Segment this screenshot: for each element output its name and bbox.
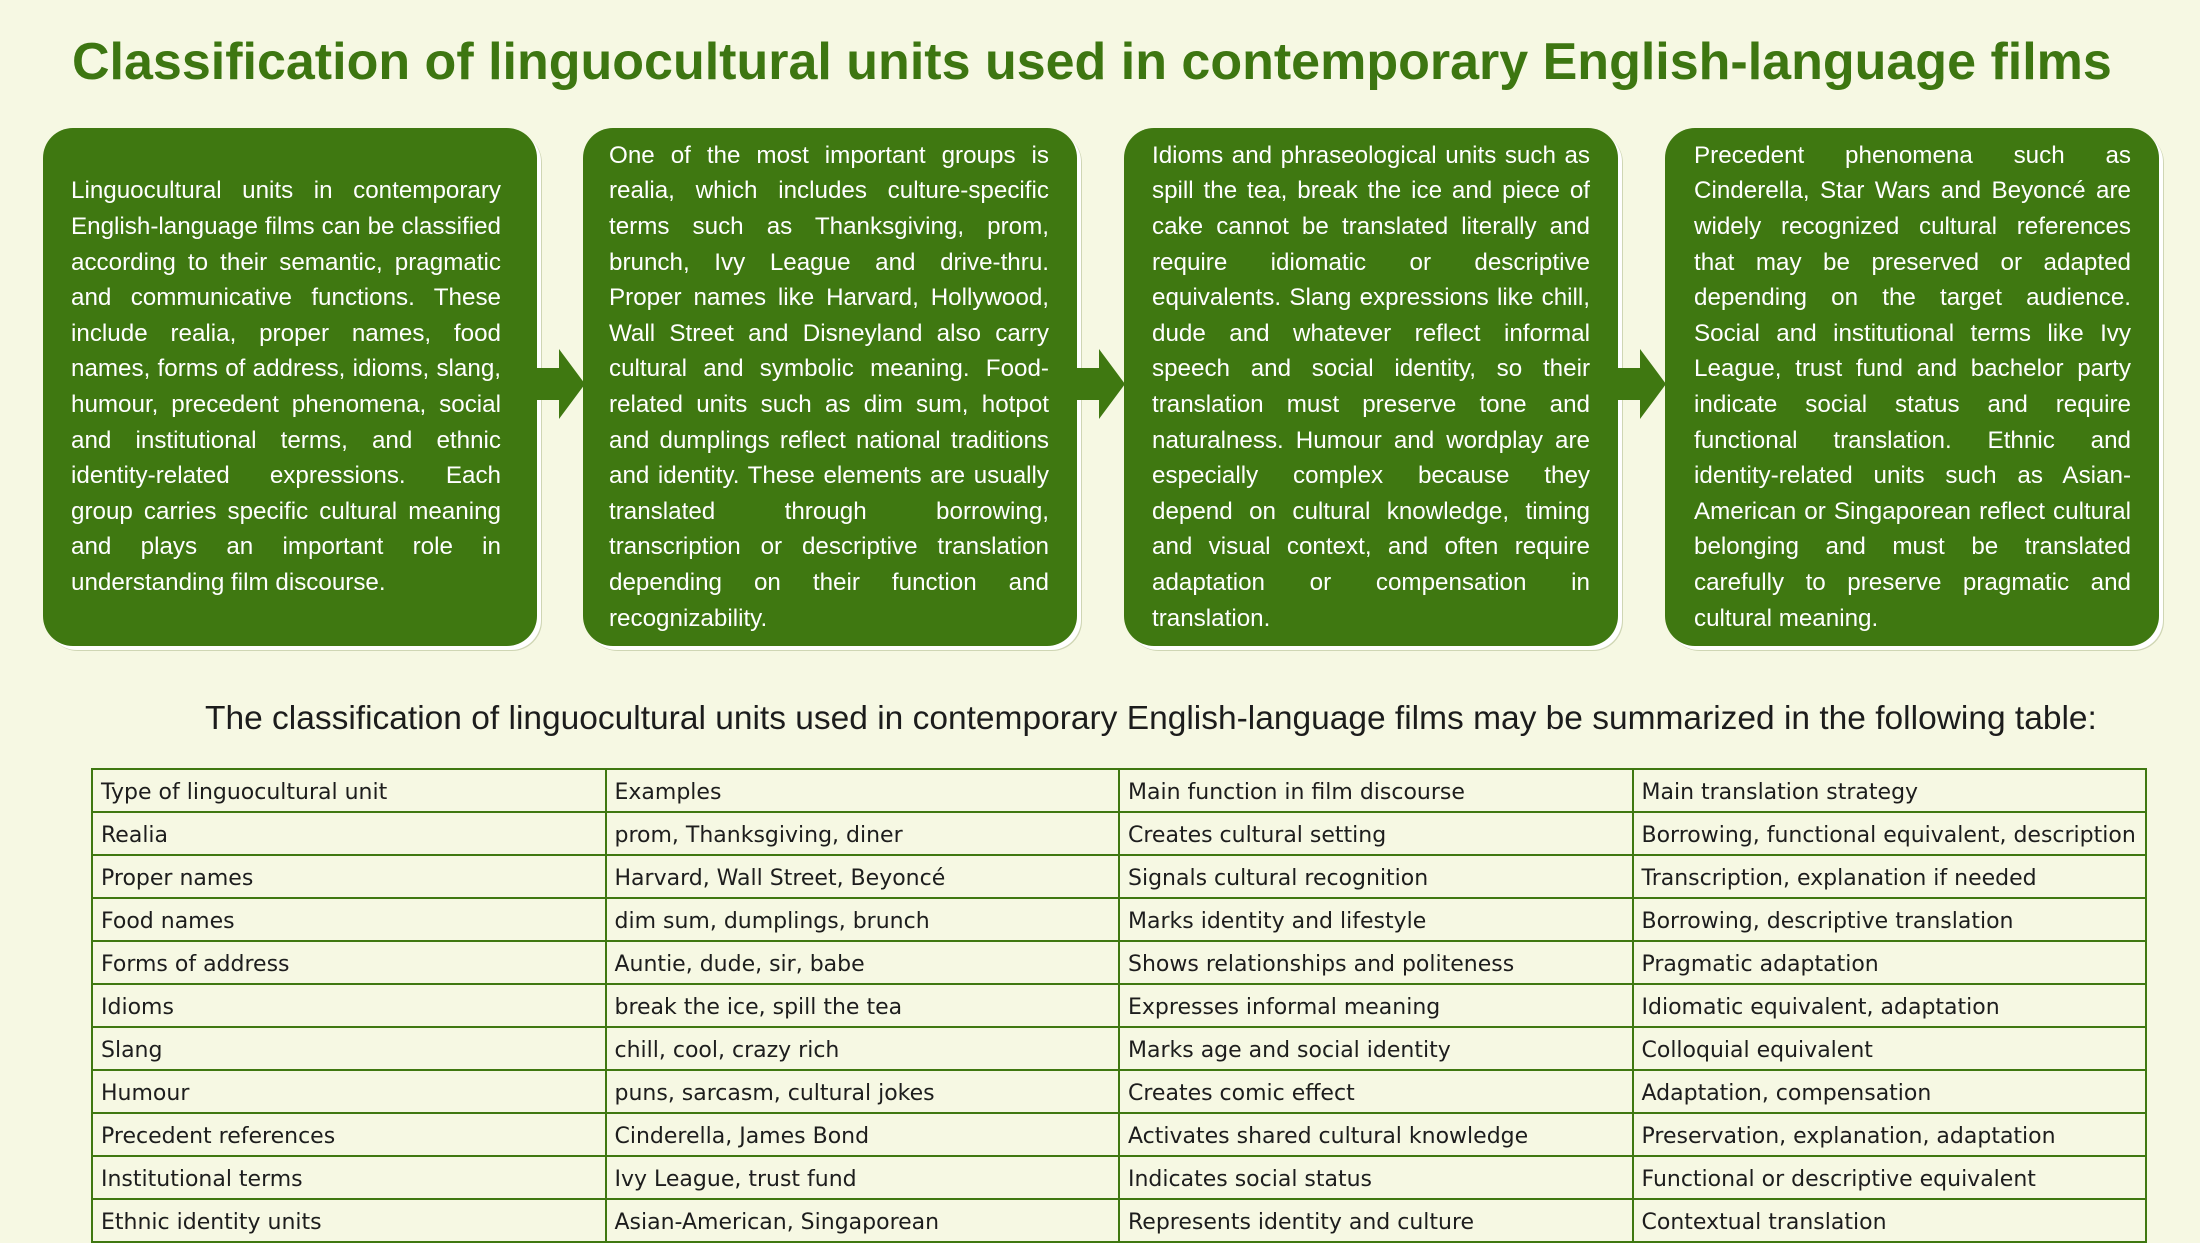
info-box-4: [1665, 128, 2159, 646]
table-cell: dim sum, dumplings, brunch: [606, 898, 1120, 941]
table-cell: Transcription, explanation if needed: [1633, 855, 2147, 898]
table-cell: Forms of address: [92, 941, 606, 984]
header-cell: Main translation strategy: [1633, 769, 2147, 812]
table-row: [92, 984, 2146, 1027]
table-cell: Realia: [92, 812, 606, 855]
header-cell: Main function in film discourse: [1119, 769, 1633, 812]
table-row: [92, 812, 2146, 855]
table-row: [92, 898, 2146, 941]
table-cell: Activates shared cultural knowledge: [1119, 1113, 1633, 1156]
info-box-3: [1124, 128, 1618, 646]
table-cell: Contextual translation: [1633, 1199, 2147, 1242]
table-cell: Asian-American, Singaporean: [606, 1199, 1120, 1242]
table-cell: Pragmatic adaptation: [1633, 941, 2147, 984]
table-intro: The classification of linguocultural units used in contemporary English-language films may be summarized in the following table:: [205, 700, 2097, 737]
table-cell: Signals cultural recognition: [1119, 855, 1633, 898]
info-box-2: [583, 128, 1077, 646]
page-title: Classification of linguocultural units used in contemporary English-language films: [72, 33, 2112, 91]
table-row: [92, 941, 2146, 984]
table-cell: chill, cool, crazy rich: [606, 1027, 1120, 1070]
info-box-1-text: Linguocultural units in contemporary English-language films can be classified according to their semantic, pragmatic and communicative functions. These include realia, proper names, food names, forms of address, idioms, slang, humour, precedent phenomena, social and institutional terms, and ethnic identity-related expressions. Each group carries specific cultural meaning and plays an important role in understanding film discourse.: [71, 177, 501, 596]
table-header-row: [92, 769, 2146, 812]
table-cell: Cinderella, James Bond: [606, 1113, 1120, 1156]
table-cell: Auntie, dude, sir, babe: [606, 941, 1120, 984]
table-row: [92, 1070, 2146, 1113]
table-cell: Proper names: [92, 855, 606, 898]
table-cell: Idiomatic equivalent, adaptation: [1633, 984, 2147, 1027]
table-cell: Food names: [92, 898, 606, 941]
table-cell: Functional or descriptive equivalent: [1633, 1156, 2147, 1199]
table-cell: Marks age and social identity: [1119, 1027, 1633, 1070]
table-cell: Adaptation, compensation: [1633, 1070, 2147, 1113]
table-cell: Creates cultural setting: [1119, 812, 1633, 855]
header-cell: Type of linguocultural unit: [92, 769, 606, 812]
table-cell: Represents identity and culture: [1119, 1199, 1633, 1242]
table-cell: Marks identity and lifestyle: [1119, 898, 1633, 941]
table-cell: Borrowing, functional equivalent, description: [1633, 812, 2147, 855]
classification-table: [91, 768, 2147, 1243]
table-cell: Slang: [92, 1027, 606, 1070]
table-row: [92, 855, 2146, 898]
right-arrow-icon: [1618, 349, 1666, 419]
table-cell: Humour: [92, 1070, 606, 1113]
table-cell: Idioms: [92, 984, 606, 1027]
table-cell: Precedent references: [92, 1113, 606, 1156]
table-cell: Colloquial equivalent: [1633, 1027, 2147, 1070]
right-arrow-icon: [1077, 349, 1125, 419]
info-box-4-text: Precedent phenomena such as Cinderella, Star Wars and Beyoncé are widely recognized cultural references that may be preserved or adapted depending on the target audience. Social and institutional terms like Ivy League, trust fund and bachelor party indicate social status and require functional translation. Ethnic and identity-related units such as Asian-American or Singaporean reflect cultural belonging and must be translated carefully to preserve pragmatic and cultural meaning.: [1694, 141, 2131, 632]
info-box-1: [43, 128, 537, 646]
table-cell: Expresses informal meaning: [1119, 984, 1633, 1027]
table-cell: Institutional terms: [92, 1156, 606, 1199]
table-cell: prom, Thanksgiving, diner: [606, 812, 1120, 855]
table-row: [92, 1027, 2146, 1070]
table-row: [92, 1113, 2146, 1156]
right-arrow-icon: [537, 349, 585, 419]
table-cell: Harvard, Wall Street, Beyoncé: [606, 855, 1120, 898]
table-cell: break the ice, spill the tea: [606, 984, 1120, 1027]
table-cell: Shows relationships and politeness: [1119, 941, 1633, 984]
info-box-3-text: Idioms and phraseological units such as spill the tea, break the ice and piece of cake cannot be translated literally and require idiomatic or descriptive equivalents. Slang expressions like chill, dude and whatever reflect informal speech and social identity, so their translation must preserve tone and naturalness. Humour and wordplay are especially complex because they depend on cultural knowledge, timing and visual context, and often require adaptation or compensation in translation.: [1152, 141, 1590, 632]
header-cell: Examples: [606, 769, 1120, 812]
table-cell: Preservation, explanation, adaptation: [1633, 1113, 2147, 1156]
table-cell: Ethnic identity units: [92, 1199, 606, 1242]
table-cell: Borrowing, descriptive translation: [1633, 898, 2147, 941]
info-box-2-text: One of the most important groups is realia, which includes culture-specific terms such as Thanksgiving, prom, brunch, Ivy League and drive-thru. Proper names like Harvard, Hollywood, Wall Street and Disneyland also carry cultural and symbolic meaning. Food-related units such as dim sum, hotpot and dumplings reflect national traditions and identity. These elements are usually translated through borrowing, transcription or descriptive translation depending on their function and recognizability.: [609, 141, 1049, 632]
table-cell: Ivy League, trust fund: [606, 1156, 1120, 1199]
table-cell: Indicates social status: [1119, 1156, 1633, 1199]
table-row: [92, 1156, 2146, 1199]
table-row: [92, 1199, 2146, 1242]
table-cell: puns, sarcasm, cultural jokes: [606, 1070, 1120, 1113]
table-cell: Creates comic effect: [1119, 1070, 1633, 1113]
